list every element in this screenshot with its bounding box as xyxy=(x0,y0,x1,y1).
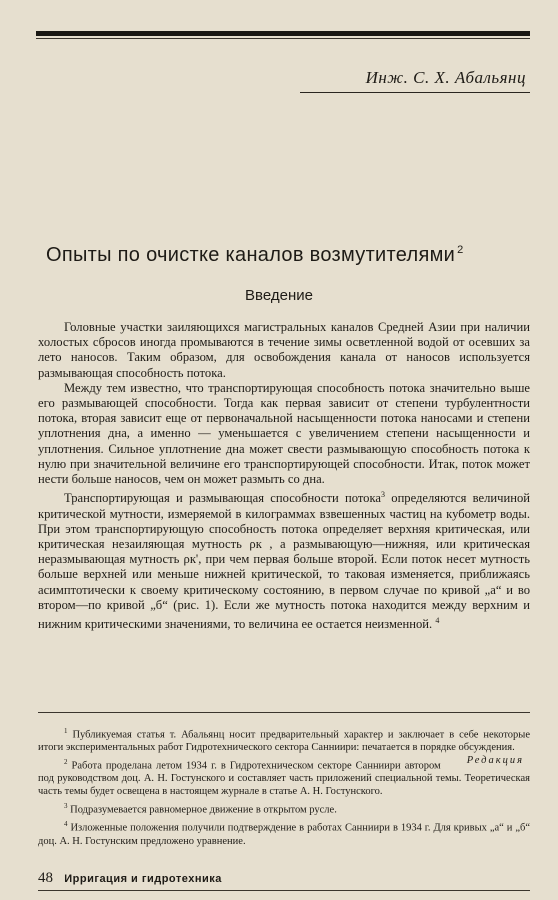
title-footnote-mark: 2 xyxy=(457,244,464,257)
footnote-4 xyxy=(38,818,530,848)
footnotes xyxy=(38,725,530,849)
article-title-text: Опыты по очистке каналов возмутителями xyxy=(46,244,456,266)
footnote-2-text: Работа проделана летом 1934 г. в Гидротехническом секторе Санниири автором под руководством доц. А. Н. Гостунского и составляет часть приложений специальной темы. Теоретическая часть темы будет освещена в настоящем журнале в статье А. Н. Гостунского. xyxy=(38,760,530,798)
footnote-mark-3: 3 xyxy=(380,490,385,500)
page-number: 48 xyxy=(38,870,53,886)
paragraph-2: Между тем известно, что транспортирующая способность потока значительно выше его размывающей способности. Тогда как первая зависит от степени турбулентности потока, вторая зависит еще от первоначальной насыщенности потока наносами и степени уплотнения дна, а именно — уменьшается с увеличением степени насыщенности и уплотнения. Сильное уплотнение дна может свести размывающую способность потока к нулю при значительной величине его транспортирующей способности. Итак, поток может нести больше наносов, чем он может размыть со дна. xyxy=(38,380,530,487)
footnote-mark-4: 4 xyxy=(435,616,440,626)
footnote-4-num: 4 xyxy=(64,820,68,829)
footnote-1-num: 1 xyxy=(64,727,68,735)
header-rule-thin xyxy=(36,38,530,39)
page-footer xyxy=(38,870,530,888)
article-title xyxy=(46,244,536,267)
footnote-1 xyxy=(38,725,531,767)
footnote-4-text: Изложенные положения получили подтверждение в работах Санниири в 1934 г. Для кривых „a“ и „б“ доц. А. Н. Гостунским предложено уравнение. xyxy=(38,822,531,847)
footnote-1-text: Публикуемая статья т. Абальянц носит предварительный характер и заключает в себе некоторые итоги экспериментальных работ Гидротехнического сектора Санниири: печатается в порядке обсуждения. xyxy=(38,729,531,754)
section-heading: Введение xyxy=(245,287,313,304)
header-rule xyxy=(36,31,530,36)
paragraph-3 xyxy=(38,487,530,632)
footnote-3-num: 3 xyxy=(64,801,68,810)
footnote-3 xyxy=(38,800,530,817)
paragraph-3-start: Транспортирующая и размывающая способности потока xyxy=(64,491,381,506)
footnote-3-text: Подразумевается равномерное движение в открытом русле. xyxy=(70,804,337,816)
journal-name: Ирригация и гидротехника xyxy=(64,873,222,885)
footnote-separator xyxy=(38,712,530,713)
footer-rule xyxy=(38,890,530,891)
footnote-2-num: 2 xyxy=(64,758,68,767)
author-line: Инж. С. Х. Абальянц xyxy=(365,68,526,87)
author-rule xyxy=(300,92,530,93)
paragraph-1: Головные участки заиляющихся магистральных каналов Средней Азии при наличии холостых сбросов иногда промываются в течение зимы осветленной водой от осевших за лето наносов. Таким образом, для освобождения канала от наносов используется размывающая способность потока. xyxy=(38,320,530,380)
article-body xyxy=(38,320,530,632)
editorial-note: Редакция xyxy=(466,755,524,767)
paragraph-3-rest: определяются величиной критической мутности, измеряемой в килограммах взвешенных частиц на кубометр воды. При этом транспортирующую способность потока определяет верхняя критическая, или критическая незаиляющая мутность ρк , а размывающую—нижняя, или критическая неразмывающая мутность ρк', при чем первая больше второй. Если поток несет мутность больше верхней или меньше нижней критической, то таковая изменяется, приближаясь асимптотически к своему критическому состоянию, в первом случае по кривой „a“ и во втором—по кривой „б“ (рис. 1). Если же мутность потока находится между верхним и нижним критическими значениями, то величина ее остается неизменной. xyxy=(38,491,530,632)
